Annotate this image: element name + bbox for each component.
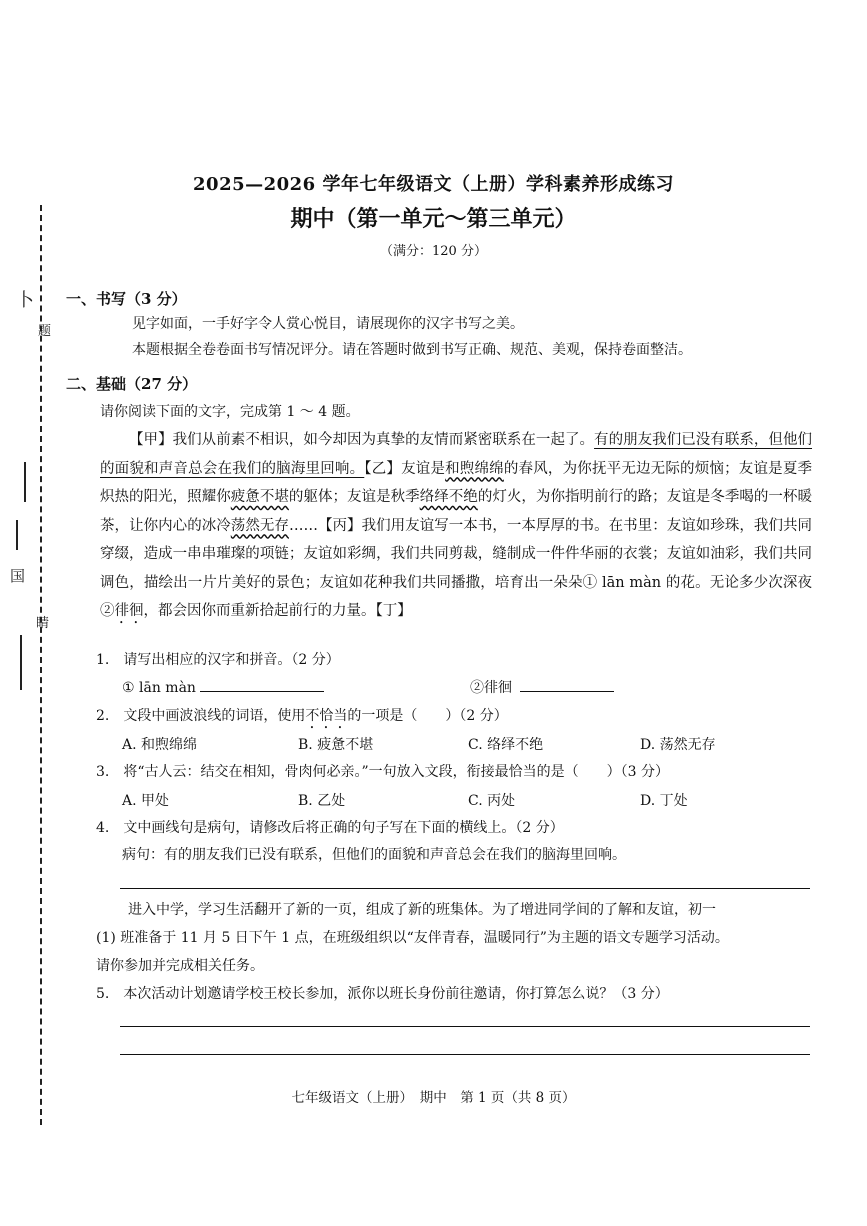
q4-sick-sentence: 病句：有的朋友我们已没有联系，但他们的面貌和声音总会在我们的脑海里回响。 — [122, 847, 626, 863]
margin-tick-3 — [20, 635, 22, 690]
margin-mark-1: 卜 — [16, 290, 34, 311]
q1-stem: 1. 请写出相应的汉字和拼音。（2 分） — [96, 652, 340, 668]
q4-answer-line[interactable] — [120, 888, 810, 889]
q3-stem: 3. 将“古人云：结交在相知，骨肉何必亲。”一句放入文段，衔接最恰当的是（ ）（3 分） — [96, 764, 670, 780]
exam-title: 2025—2026 学年七年级语文（上册）学科素养形成练习 — [193, 174, 674, 195]
q2-option-b[interactable]: B. 疲惫不堪 — [298, 737, 374, 753]
activity-line3: 请你参加并完成相关任务。 — [96, 958, 264, 974]
q2-stem: 2. 文段中画波浪线的词语，使用不恰当的一项是（ ）（2 分） — [96, 708, 508, 724]
q1-item-a: ① lān màn — [122, 677, 324, 698]
q2-option-a[interactable]: A. 和煦绵绵 — [122, 737, 198, 753]
section1-line1: 见字如面，一手好字令人赏心悦目，请展现你的汉字书写之美。 — [132, 316, 524, 332]
sick-sentence-underlined: 有的朋友我们已没有联系，但他们的面貌和声音总会在我们的脑海里回响。 — [100, 432, 813, 477]
wavy-word-1: 和煦绵绵 — [445, 460, 504, 477]
margin-mark-4: 睛 — [36, 616, 50, 631]
page-footer: 七年级语文（上册） 期中 第 1 页（共 8 页） — [291, 1090, 576, 1106]
margin-tick-1 — [24, 462, 26, 502]
q3-option-b[interactable]: B. 乙处 — [298, 793, 346, 809]
margin-mark-3: 国 — [10, 567, 26, 585]
q2-option-d[interactable]: D. 荡然无存 — [640, 737, 716, 753]
q3-option-c[interactable]: C. 丙处 — [468, 793, 516, 809]
exam-subtitle: 期中（第一单元～第三单元） — [290, 206, 577, 232]
binding-dashed-line — [40, 205, 42, 1125]
section2-heading: 二、基础（27 分） — [66, 375, 198, 393]
q2-option-c[interactable]: C. 络绎不绝 — [468, 737, 544, 753]
wavy-word-3: 络绎不绝 — [419, 489, 478, 505]
q1-answer-blank-a[interactable] — [200, 677, 324, 692]
section1-line2: 本题根据全卷卷面书写情况评分。请在答题时做到书写正确、规范、美观，保持卷面整洁。 — [132, 342, 692, 358]
section2-intro: 请你阅读下面的文字，完成第 1 ～ 4 题。 — [100, 404, 360, 420]
margin-tick-2 — [16, 520, 18, 550]
q5-stem: 5. 本次活动计划邀请学校王校长参加，派你以班长身份前往邀请，你打算怎么说？（3 分） — [96, 986, 669, 1002]
q5-answer-line-1[interactable] — [120, 1026, 810, 1027]
margin-mark-2: 题 — [38, 324, 52, 339]
q3-option-a[interactable]: A. 甲处 — [122, 793, 170, 809]
wavy-word-2: 疲惫不堪 — [230, 489, 289, 505]
q1-item-b: ②徘徊 — [470, 677, 614, 698]
q4-stem: 4. 文中画线句是病句，请修改后将正确的句子写在下面的横线上。（2 分） — [96, 820, 564, 836]
q3-option-d[interactable]: D. 丁处 — [640, 793, 688, 809]
q1-answer-blank-b[interactable] — [520, 677, 614, 692]
wavy-word-4: 荡然无存 — [230, 517, 289, 534]
reading-passage: 【甲】我们从前素不相识，如今却因为真挚的友情而紧密联系在一起了。有的朋友我们已没有联系，但他们的面貌和声音总会在我们的脑海里回响。【乙】友谊是和煦绵绵的春风，为你抚平无边无际的烦恼；友谊是夏季炽热的阳光，照耀你疲惫不堪的躯体；友谊是秋季络绎不绝的灯火，为你指明前行的路；友谊是冬季喝的一杯暖茶，让你内心的冰冷荡然无存……【丙】我们用友谊写一本书，一本厚厚的书。在书里：友谊如珍珠，我们共同穿缀，造成一串串璀璨的项链；友谊如彩绸，我们共同剪裁，缝制成一件件华丽的衣裳；友谊如油彩，我们共同调色，描绘出一片片美好的景色；友谊如花种我们共同播撒，培育出一朵朵① lān màn 的花。无论多少次深夜②徘徊，都会因你而重新拾起前行的力量。【丁】 — [100, 432, 813, 619]
activity-line1: 进入中学，学习生活翻开了新的一页，组成了新的班集体。为了增进同学间的了解和友谊，初一 — [128, 902, 716, 918]
total-score: （满分：120 分） — [380, 244, 487, 259]
section1-heading: 一、书写（3 分） — [66, 290, 187, 308]
q5-answer-line-2[interactable] — [120, 1054, 810, 1055]
activity-line2: (1) 班准备于 11 月 5 日下午 1 点，在班级组织以“友伴青春，温暖同行”为主题的语文专题学习活动。 — [96, 930, 729, 946]
dotted-word-paihuai: 徘徊 — [114, 603, 144, 619]
